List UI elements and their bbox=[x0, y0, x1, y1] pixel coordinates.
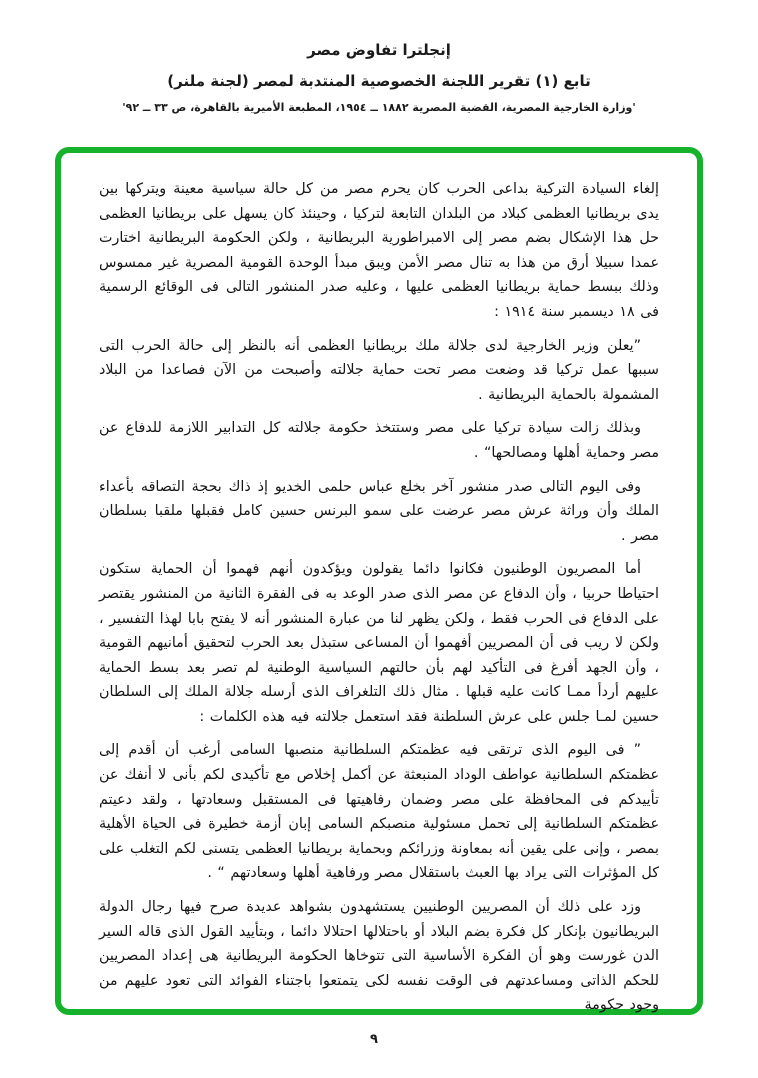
paragraph: إلغاء السيادة التركية بداعى الحرب كان يحرم مصر من كل حالة سياسية معينة ويتركها بين يدى بريطانيا العظمى كبلاد من البلدان التابعة لتركيا ، وحينئذ كان يسهل على بريطانيا العظمى حل هذا الإشكال بضم مصر إلى الامبراطورية البريطانية ، ولكن الحكومة البريطانية اختارت عمدا سبيلا أرق من هذا به تنال مصر الأمن ويبق مبدأ الوحدة القومية المصرية غير ممسوس وذلك ببسط حماية بريطانيا العظمى عليها ، وعليه صدر المنشور التالى فى الوقائع الرسمية فى ١٨ ديسمبر سنة ١٩١٤ : bbox=[99, 181, 659, 320]
paragraph: أما المصريون الوطنيون فكانوا دائما يقولون ويؤكدون أنهم فهموا أن الحماية ستكون احتياطا حربيا ، وأن الدفاع عن مصر الذى صدر الوعد به فى الفقرة الثانية من المنشور يقتصر على الدفاع فى الحرب فقط ، ولكن يظهر لنا من عبارة المنشور أنه لا يفتح بابا لهذا التفسير ، ولكن لا ريب فى أن المصريين أفهموا أن المساعى ستبذل بعد الحرب لتحقيق أمانيهم القومية ، وأن الجهد أفرغ فى التأكيد لهم بأن حالتهم السياسية الوطنية لم تصر بعد بسط الحماية عليهم أردأ ممـا كانت عليه قبلها . مثال ذلك التلغراف الذى أرسله جلالة الملك إلى السلطان حسين لمـا جلس على عرش السلطنة فقد استعمل جلالته فيه هذه الكلمات : bbox=[99, 561, 659, 725]
document-header bbox=[0, 40, 758, 115]
page-number: ٩ bbox=[370, 1032, 378, 1047]
source-citation: 'وزارة الخارجية المصرية، القضية المصرية ١٨٨٢ ــ ١٩٥٤، المطبعة الأميرية بالقاهرة، ص ٣٣ ــ ٩٢' bbox=[122, 101, 636, 114]
green-highlight-frame bbox=[55, 147, 703, 1015]
page-title: إنجلترا تفاوض مصر bbox=[307, 41, 451, 59]
paragraph: وفى اليوم التالى صدر منشور آخر بخلع عباس حلمى الخديو إذ ذاك بحجة التصاقه بأعداء الملك وأن وراثة عرش مصر عرضت على سمو البرنس حسين كامل فقبلها ملقبا بسلطان مصر . bbox=[99, 478, 659, 544]
document-body bbox=[99, 177, 659, 1027]
paragraph: وزد على ذلك أن المصريين الوطنيين يستشهدون بشواهد عديدة صرح فيها رجال الدولة البريطانيون بإنكار كل فكرة بضم البلاد أو باحتلالها احتلالا دائما ، وبتأييد القول الذى قاله السير الدن غورست وهو أن الفكرة الأساسية التى تتوخاها الحكومة البريطانية هى إعداد المصريين للحكم الذاتى ومساعدتهم فى الوقت نفسه لكى يتمتعوا باجتناء الفوائد التى تعود عليهم من وجود حكومة bbox=[99, 899, 659, 1014]
paragraph: ”يعلن وزير الخارجية لدى جلالة ملك بريطانيا العظمى أنه بالنظر إلى حالة الحرب التى سببها عمل تركيا قد وضعت مصر تحت حماية جلالته وأصبحت من الآن فصاعدا من البلاد المشمولة بالحماية البريطانية . bbox=[99, 337, 659, 403]
paragraph: ” فى اليوم الذى ترتقى فيه عظمتكم السلطانية منصبها السامى أرغب أن أقدم إلى عظمتكم السلطانية عواطف الوداد المنبعثة عن أكمل إخلاص مع تأكيدى لكم بأنى لا أنفك عن تأييدكم فى المحافظة على مصر وضمان رفاهيتها فى المستقبل وسعادتها ، ولقد دعيتم عظمتكم السلطانية إلى تحمل مسئولية منصبكم السامى إبان أزمة خطيرة فى الحياة الأهلية بمصر ، وإنى على يقين أنه بمعاونة وزرائكم وبحماية بريطانيا العظمى يتسنى لكم التغلب على كل المؤثرات التى يراد بها العبث باستقلال مصر ورفاهية أهلها وسعادتهم “ . bbox=[99, 742, 659, 882]
document-subtitle: تابع (١) تقرير اللجنة الخصوصية المنتدبة لمصر (لجنة ملنر) bbox=[167, 72, 591, 90]
paragraph: وبذلك زالت سيادة تركيا على مصر وستتخذ حكومة جلالته كل التدابير اللازمة للدفاع عن مصر وحماية أهلها ومصالحها“ . bbox=[99, 420, 659, 461]
